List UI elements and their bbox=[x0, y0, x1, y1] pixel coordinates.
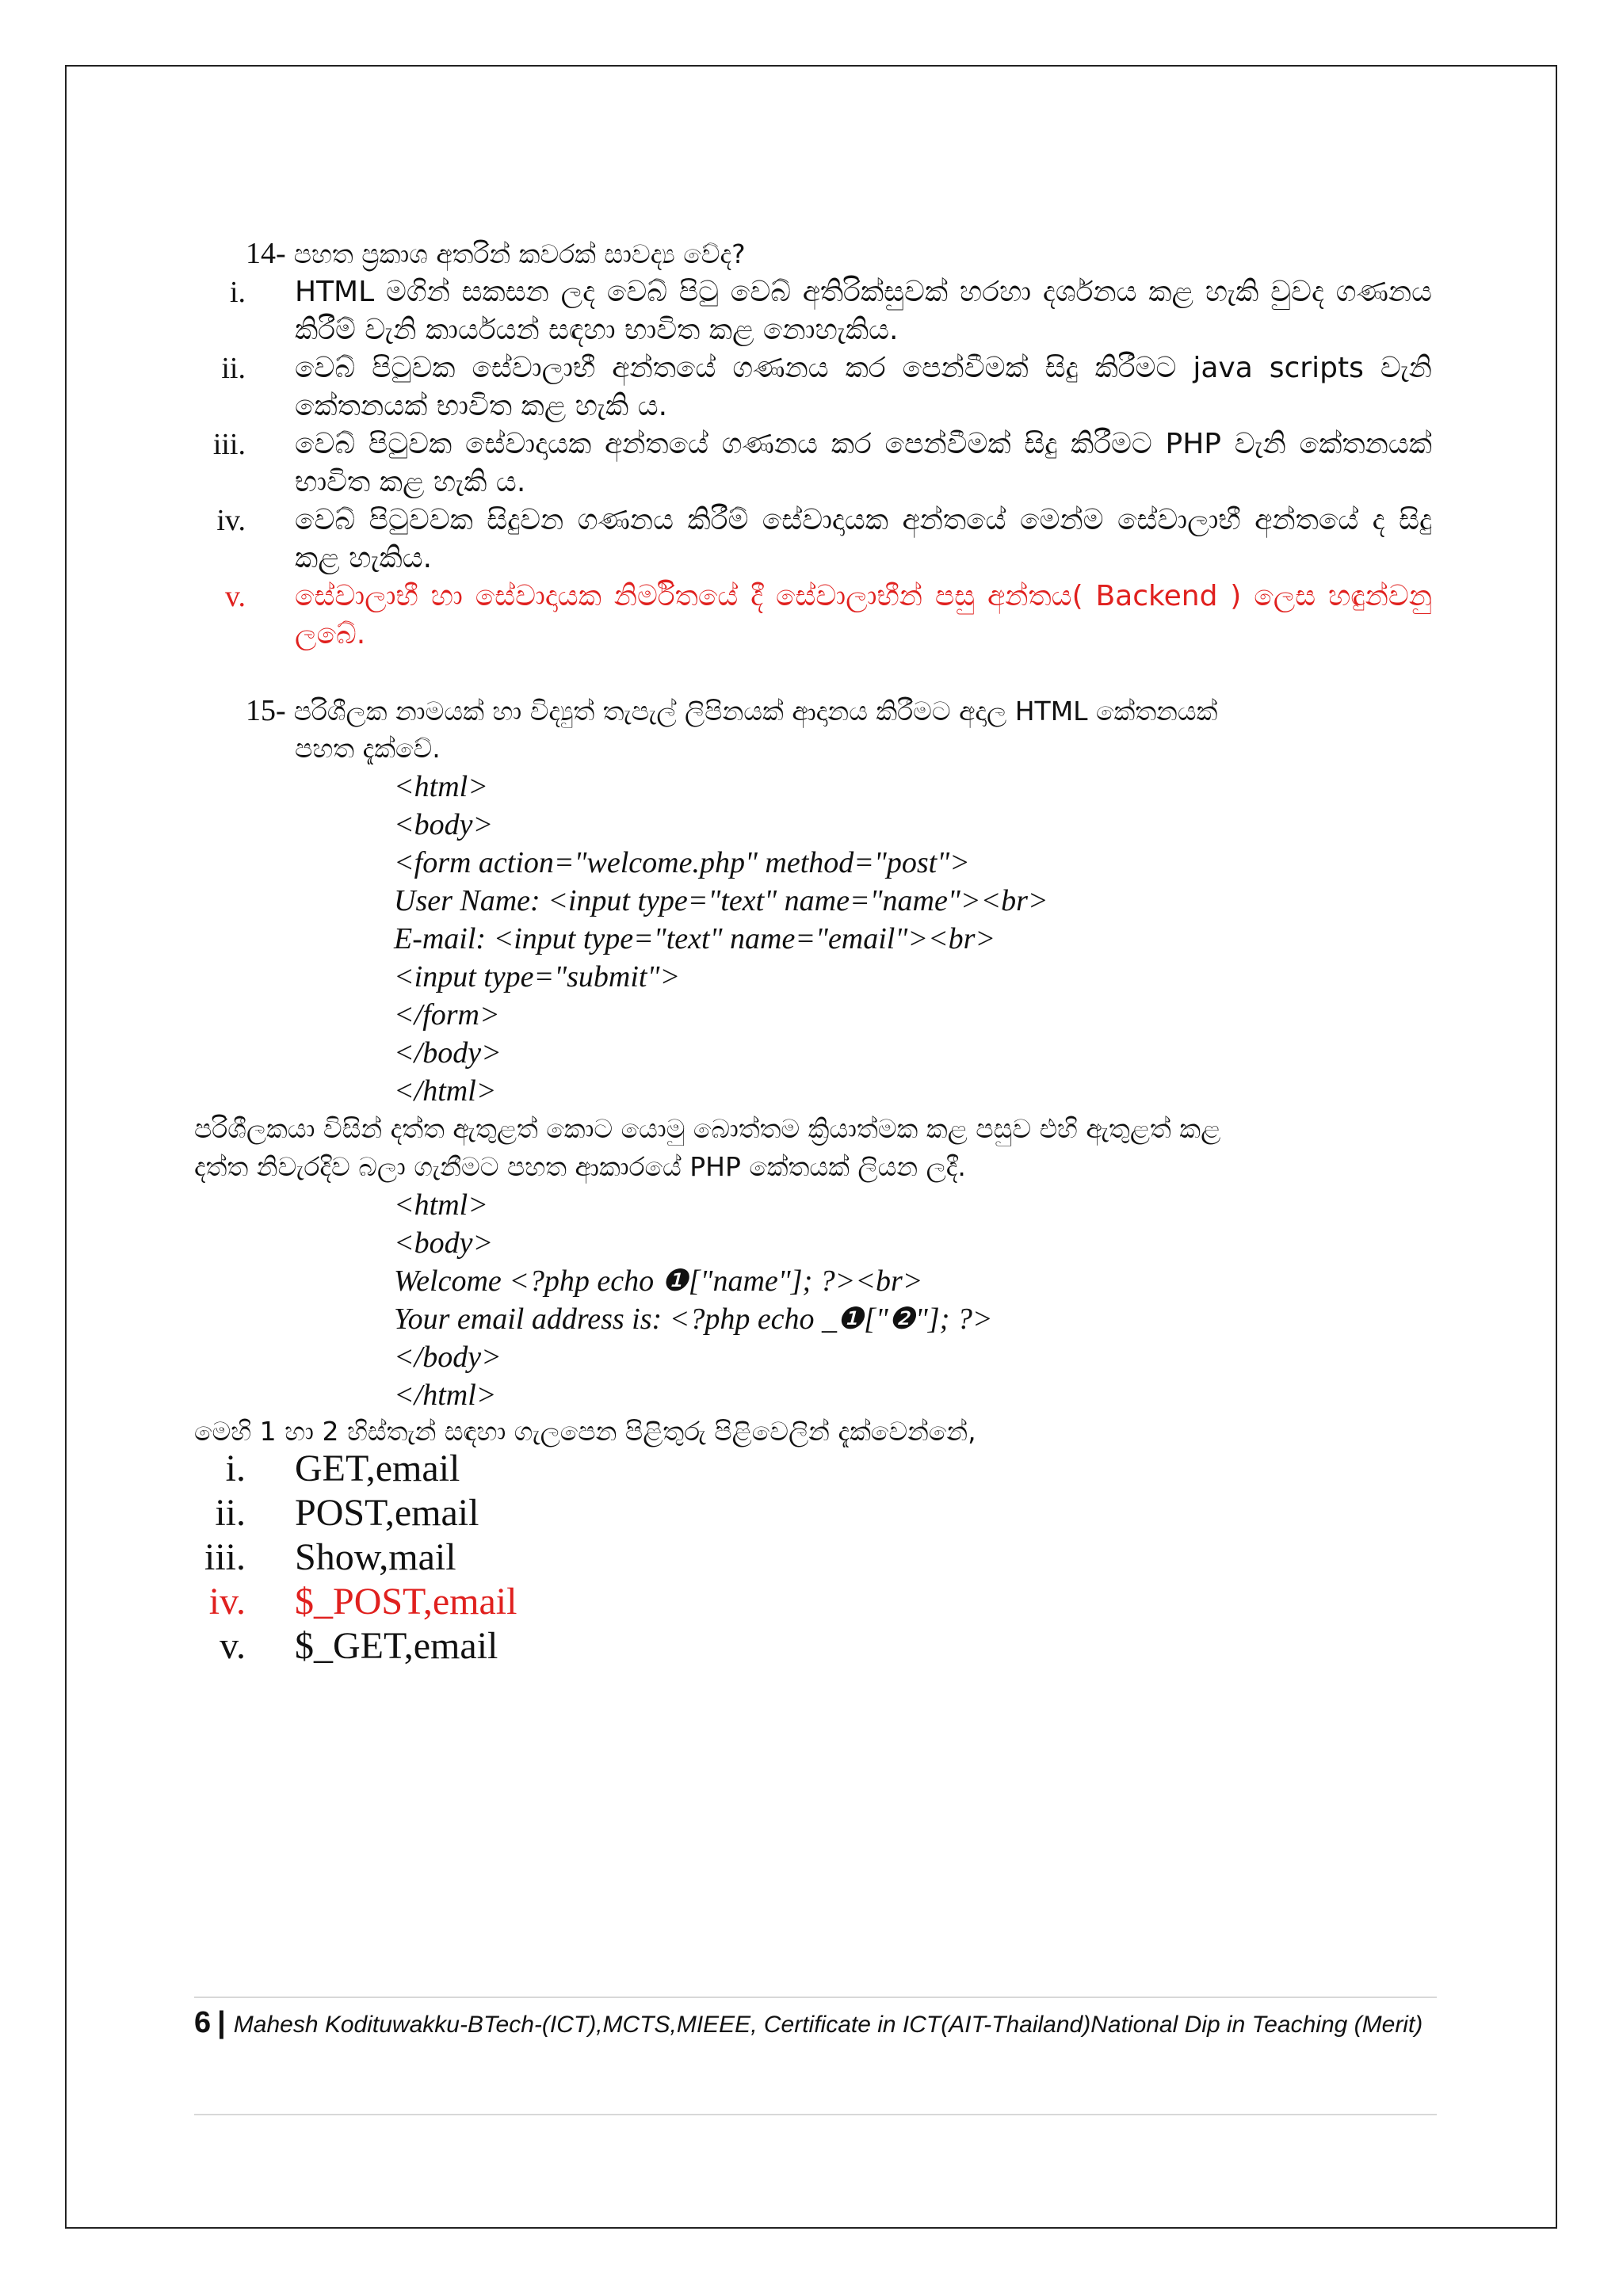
code-line: <form action="welcome.php" method="post"> bbox=[394, 846, 970, 879]
page-number: 6 bbox=[194, 2006, 212, 2039]
option-text: වෙබ් පිටුවක සේවාලාභී අන්තයේ ගණනය කර පෙන්වීමක් සිදු කිරීමට java scripts වැනි කේතනයක් භාවිත කළ හැකි ය. bbox=[295, 352, 1432, 422]
code-line: </body> bbox=[394, 1341, 502, 1374]
option-numeral: v. bbox=[224, 580, 246, 613]
footer-bottom-rule bbox=[194, 2114, 1437, 2115]
option-text: POST,email bbox=[295, 1492, 479, 1534]
footer-top-rule bbox=[194, 1997, 1437, 1998]
paragraph-line: පරිශීලකයා විසින් දත්ත ඇතුළත් කොට යොමු බොත්තම ක්‍රියාත්මක කළ පසුව එහි ඇතුළත් කළ bbox=[194, 1113, 1221, 1144]
code-line: <body> bbox=[394, 1226, 494, 1260]
option-text: සේවාලාභී හා සේවාදායක නිර්මිතයේ දී සේවාලාභීන් පසු අන්තය( Backend ) ලෙස හඳුන්වනු ලබේ. bbox=[295, 580, 1432, 650]
question-text: පහත ප්‍රකාශ අතරින් කවරක් සාවද්‍ය වේද? bbox=[293, 238, 746, 269]
code-line: E-mail: <input type="text" name="email"><br> bbox=[394, 922, 996, 955]
code-line: User Name: <input type="text" name="name"><br> bbox=[394, 884, 1048, 917]
code-line: <input type="submit"> bbox=[394, 960, 681, 994]
option-numeral: iv. bbox=[208, 1581, 246, 1623]
code-line: <html> bbox=[394, 1188, 488, 1222]
option-text: වෙබ් පිටුවක සේවාදායක අන්තයේ ගණනය කර පෙන්වීමක් සිදු කිරීමට PHP වැනි කේතනයක් භාවිත කළ හැකි ය. bbox=[295, 428, 1432, 498]
question-14-stem bbox=[246, 235, 746, 273]
option-text: $_POST,email bbox=[295, 1581, 517, 1623]
option-text: GET,email bbox=[295, 1447, 460, 1489]
blank-question: මෙහි 1 හා 2 හිස්තැන් සඳහා ගැලපෙන පිළිතුරු පිළිවෙලින් දැක්වෙන්නේ, bbox=[194, 1416, 976, 1447]
question-number: 14- bbox=[246, 237, 286, 270]
option-text: $_GET,email bbox=[295, 1625, 498, 1667]
code-line: Your email address is: <?php echo _❶["❷"]; ?> bbox=[394, 1302, 993, 1336]
option-numeral: v. bbox=[220, 1625, 246, 1667]
option-numeral: ii. bbox=[221, 352, 246, 385]
code-line: </html> bbox=[394, 1074, 497, 1108]
author-credit: Mahesh Kodituwakku-BTech-(ICT),MCTS,MIEEE, Certificate in ICT(AIT-Thailand)National Dip in Teaching (Merit) bbox=[233, 2012, 1423, 2038]
option-text: HTML මගින් සකසන ලද වෙබ් පිටු වෙබ් අතිරික්සුවක් හරහා දර්ශනය කළ හැකි වුවද ගණනය කිරීම් වැනි කාර්යයන් සඳහා භාවිත කළ නොහැකිය. bbox=[295, 276, 1432, 346]
option-numeral: i. bbox=[225, 1447, 246, 1489]
code-line: </form> bbox=[394, 998, 500, 1032]
code-line: <html> bbox=[394, 770, 488, 803]
code-line: </html> bbox=[394, 1379, 497, 1412]
footer-separator: | bbox=[217, 2006, 226, 2039]
option-numeral: iii. bbox=[204, 1536, 246, 1578]
option-text: Show,mail bbox=[295, 1536, 456, 1578]
question-15-stem bbox=[246, 692, 1217, 730]
question-15-stem-line2: පහත දැක්වේ. bbox=[295, 733, 441, 764]
option-numeral: i. bbox=[229, 276, 246, 309]
footer bbox=[194, 2006, 1438, 2042]
code-line: <body> bbox=[394, 808, 494, 841]
code-line: </body> bbox=[394, 1036, 502, 1070]
option-numeral: iv. bbox=[216, 504, 246, 537]
code-line: Welcome <?php echo ❶["name"]; ?><br> bbox=[394, 1264, 923, 1298]
paragraph-line: දත්ත නිවැරදිව බලා ගැනීමට පහත ආකාරයේ PHP කේතයක් ලියන ලදී. bbox=[194, 1151, 966, 1182]
php-intro-paragraph bbox=[194, 1110, 1462, 1186]
question-text: පරිශීලක නාමයක් හා විද්‍යුත් තැපැල් ලිපිනයක් ආදානය කිරීමට අදාල HTML කේතනයක් bbox=[293, 696, 1218, 727]
question-number: 15- bbox=[246, 694, 286, 727]
option-numeral: ii. bbox=[215, 1492, 246, 1534]
option-text: වෙබ් පිටුවවක සිදුවන ගණනය කිරීම් සේවාදායක අන්තයේ මෙන්ම සේවාලාභී අන්තයේ ද සිදු කළ හැකිය. bbox=[295, 504, 1432, 574]
option-numeral: iii. bbox=[212, 428, 246, 461]
